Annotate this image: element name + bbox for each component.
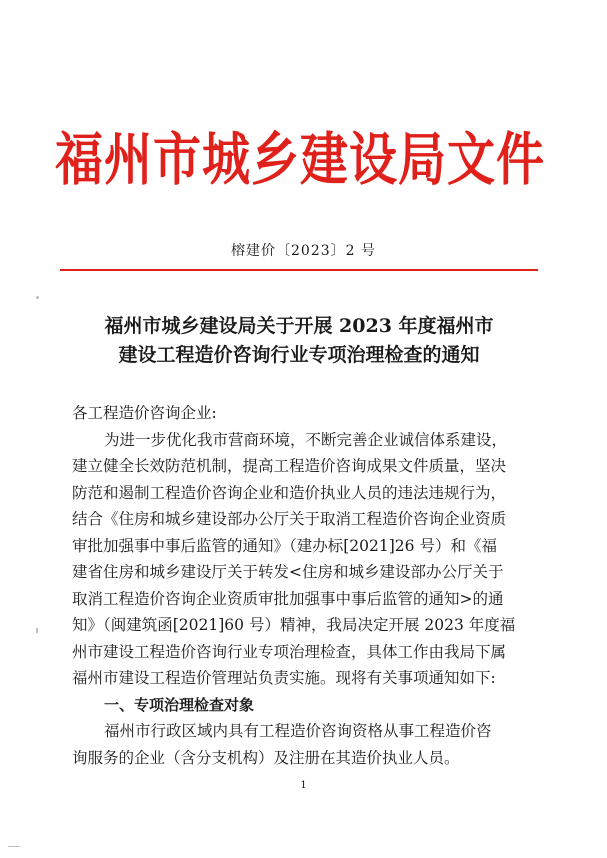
body-line: 审批加强事中事后监管的通知》（建办标[2021]26 号）和《福 — [72, 536, 497, 555]
masthead-title: 福州市城乡建设局文件 — [54, 126, 545, 194]
notice-title-line-2: 建设工程造价咨询行业专项治理检查的通知 — [118, 344, 480, 366]
body-line: 州市建设工程造价咨询行业专项治理检查，具体工作由我局下属 — [72, 642, 507, 661]
scan-speck — [36, 296, 39, 299]
body-line: 结合《住房和城乡建设部办公厅关于取消工程造价咨询企业资质 — [72, 510, 507, 528]
body-line: 知》（闽建筑函[2021]60 号）精神，我局决定开展 2023 年度福 — [72, 616, 516, 634]
notice-title-line-1: 福州市城乡建设局关于开展 2023 年度福州市 — [104, 315, 494, 337]
body-line: 建立健全长效防范机制，提高工程造价咨询成果文件质量，坚决 — [72, 457, 507, 475]
body-line: 防范和遏制工程造价咨询企业和造价执业人员的违法违规行为， — [72, 483, 507, 502]
section-heading: 一、专项治理检查对象 — [104, 695, 255, 714]
body-line: 福州市行政区域内具有工程造价咨询资格从事工程造价咨 — [104, 722, 492, 740]
scan-speck — [8, 846, 20, 847]
notice-title — [60, 312, 538, 370]
body-line: 询服务的企业（含分支机构）及注册在其造价执业人员。 — [72, 748, 460, 767]
salutation: 各工程造价咨询企业: — [72, 404, 217, 422]
body-line: 福州市建设工程造价管理站负责实施。现将有关事项通知如下: — [72, 669, 496, 687]
body-line: 建省住房和城乡建设厅关于转发<住房和城乡建设部办公厅关于 — [72, 563, 504, 581]
body-line: 取消工程造价咨询企业资质审批加强事中事后监管的通知>的通 — [72, 589, 504, 608]
scan-speck — [36, 628, 38, 633]
red-divider-line — [60, 269, 538, 271]
document-number: 榕建价〔2023〕2 号 — [231, 243, 376, 259]
body-line: 为进一步优化我市营商环境，不断完善企业诚信体系建设， — [104, 430, 508, 449]
page-number: 1 — [300, 780, 307, 791]
notice-body — [72, 400, 542, 771]
